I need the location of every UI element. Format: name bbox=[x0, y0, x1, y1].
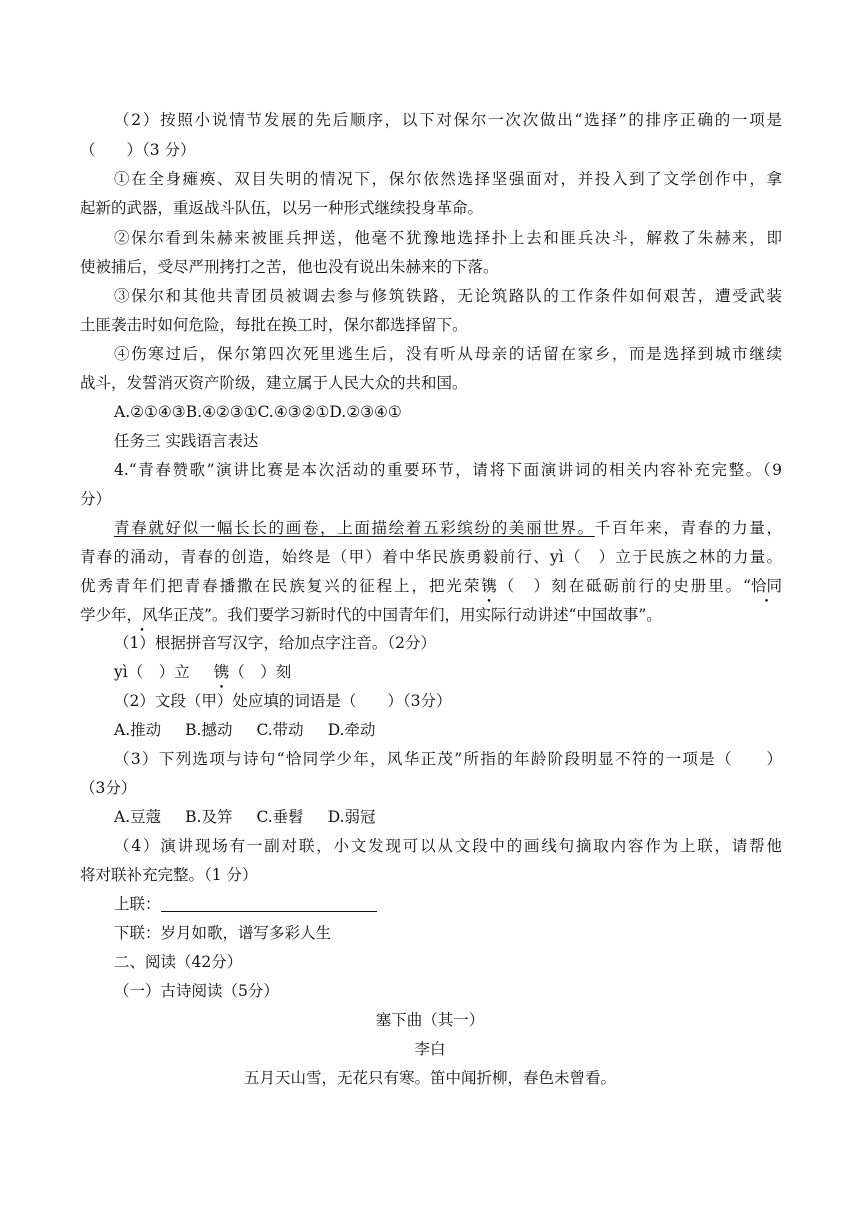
sub2-option-b: B.撼动 bbox=[185, 721, 233, 739]
q2-choices: A.②①④③B.④②③①C.④③②①D.②③④① bbox=[114, 403, 402, 421]
sub3-option-d: D.弱冠 bbox=[327, 808, 376, 826]
q2-stem-line1: （2）按照小说情节发展的先后顺序，以下对保尔一次次做出“选择”的排序正确的一项是 bbox=[114, 111, 782, 129]
q2-option4-line2: 战斗，发誓消灭资产阶级，建立属于人民大众的共和国。 bbox=[80, 374, 468, 392]
sub3-option-c: C.垂髫 bbox=[256, 808, 304, 826]
dotted-quote-rest: 学少年，风华正茂 • bbox=[80, 605, 204, 625]
q2-option2-line2: 使被捕后，受尽严刑拷打之苦，他也没有说出朱赫来的下落。 bbox=[80, 258, 499, 276]
passage-line2: 青春的涌动，青春的创造，始终是（甲）着中华民族勇毅前行、yì（ ）立于民族之林的力量。 bbox=[80, 548, 782, 566]
passage-line1-rest: 千百年来，青春的力量， bbox=[594, 519, 782, 537]
reading-section-title: 二、阅读（42分） bbox=[114, 953, 243, 971]
sub2-option-a: A.推动 bbox=[114, 721, 162, 739]
q2-stem-line2: （ ）（3 分） bbox=[80, 141, 196, 159]
q4-sub3-line2: （3分） bbox=[80, 779, 137, 797]
sub2-option-d: D.牵动 bbox=[327, 721, 376, 739]
dotted-quote-start: 恰同 bbox=[750, 577, 782, 595]
passage-line1 bbox=[114, 518, 782, 538]
q2-option3-line1: ③保尔和其他共青团员被调去参与修筑铁路，无论筑路队的工作条件如何艰苦，遭受武装 bbox=[114, 287, 782, 305]
q2-option1-line1: ①在全身瘫痪、双目失明的情况下，保尔依然选择坚强面对，并投入到了文学创作中，拿 bbox=[114, 170, 782, 188]
q4-sub3-options bbox=[114, 807, 782, 827]
q4-sub2: （2）文段（甲）处应填的词语是（ ）（3分） bbox=[114, 692, 452, 710]
q4-sub4-line1: （4）演讲现场有一副对联，小文发现可以从文段中的画线句摘取内容作为上联，请帮他 bbox=[114, 837, 782, 855]
passage-line3 bbox=[80, 576, 782, 596]
lower-couplet: 下联：岁月如歌，谱写多彩人生 bbox=[114, 924, 332, 942]
passage-line4-rest: ”。我们要学习新时代的中国青年们，用实际行动讲述“中国故事”。 bbox=[204, 606, 662, 624]
sub3-option-b: B.及笄 bbox=[185, 808, 233, 826]
q4-sub3-line1: （3）下列选项与诗句“恰同学少年，风华正茂”所指的年龄阶段明显不符的一项是（ ） bbox=[114, 750, 782, 768]
dotted-char-juan-2: 镌 bbox=[213, 663, 230, 681]
q4-sub1-blanks bbox=[114, 662, 782, 682]
sub2-option-c: C.带动 bbox=[256, 721, 304, 739]
sub3-option-a: A.豆蔻 bbox=[114, 808, 162, 826]
q4-sub4-line2: 将对联补充完整。（1 分） bbox=[80, 866, 258, 884]
q4-stem-line1: 4.“青春赞歌”演讲比赛是本次活动的重要环节，请将下面演讲词的相关内容补充完整。（9 bbox=[114, 461, 782, 479]
passage-line4 bbox=[80, 605, 782, 625]
q2-option4-line1: ④伤寒过后，保尔第四次死里逃生后，没有听从母亲的话留在家乡，而是选择到城市继续 bbox=[114, 345, 782, 363]
dotted-char-juan: 镌 bbox=[481, 577, 497, 595]
q2-option1-line2: 起新的武器，重返战斗队伍，以另一种形式继续投身革命。 bbox=[80, 199, 484, 217]
upper-couplet bbox=[114, 894, 782, 914]
poem-title: 塞下曲（其一） bbox=[375, 1011, 485, 1029]
blank-juan: （ ）刻 bbox=[229, 663, 292, 681]
upper-couplet-label: 上联： bbox=[114, 895, 161, 913]
reading-subsection-title: （一）古诗阅读（5分） bbox=[114, 982, 279, 1000]
q4-sub2-options bbox=[114, 720, 782, 740]
task3-title: 任务三 实践语言表达 bbox=[114, 432, 259, 450]
passage-line3-a: 优秀青年们把青春播撒在民族复兴的征程上，把光荣 bbox=[80, 577, 482, 595]
underlined-sentence: 青春就好似一幅长长的画卷，上面描绘着五彩缤纷的美丽世界。 bbox=[114, 519, 595, 537]
q4-stem-line2: 分） bbox=[80, 490, 112, 508]
q2-option3-line2: 土匪袭击时如何危险，每批在换工时，保尔都选择留下。 bbox=[80, 316, 468, 334]
poem-line: 五月天山雪，无花只有寒。笛中闻折柳，春色未曾看。 bbox=[243, 1069, 616, 1087]
passage-line3-b: （ ）刻在砥砺前行的史册里。“ bbox=[496, 577, 751, 595]
upper-couplet-blank[interactable] bbox=[161, 895, 377, 912]
blank-yi: yì（ ）立 bbox=[114, 663, 190, 681]
q2-option2-line1: ②保尔看到朱赫来被匪兵押送，他毫不犹豫地选择扑上去和匪兵决斗，解救了朱赫来，即 bbox=[114, 229, 782, 247]
q4-sub1: （1）根据拼音写汉字，给加点字注音。（2分） bbox=[114, 634, 436, 652]
poem-author: 李白 bbox=[414, 1040, 446, 1058]
